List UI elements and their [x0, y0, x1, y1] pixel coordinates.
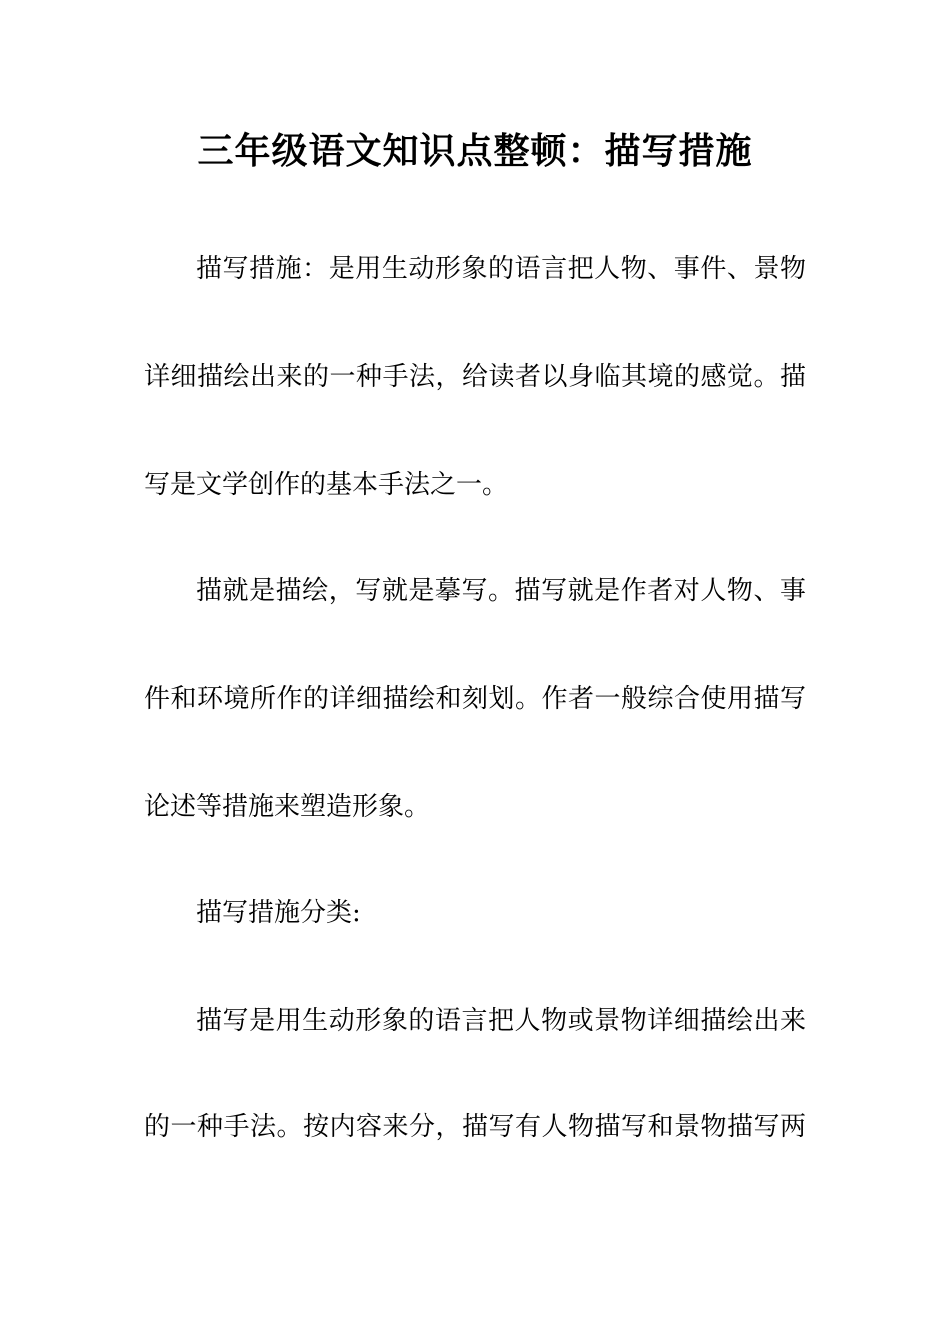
- paragraph-2-line-2: 件和环境所作的详细描绘和刻划。作者一般综合使用描写: [144, 684, 806, 714]
- paragraph-3-line-1: 描写是用生动形象的语言把人物或景物详细描绘出来: [196, 1006, 806, 1036]
- paragraph-3-line-2: 的一种手法。按内容来分，描写有人物描写和景物描写两: [144, 1112, 806, 1142]
- paragraph-1-line-3: 写是文学创作的基本手法之一。: [144, 470, 509, 500]
- paragraph-2-line-3: 论述等措施来塑造形象。: [144, 792, 431, 822]
- section-heading-classification: 描写措施分类:: [196, 898, 361, 928]
- paragraph-1-line-1: 描写措施：是用生动形象的语言把人物、事件、景物: [196, 254, 806, 284]
- document-title: 三年级语文知识点整顿：描写措施: [197, 131, 753, 172]
- paragraph-1-line-2: 详细描绘出来的一种手法，给读者以身临其境的感觉。描: [144, 362, 806, 392]
- paragraph-2-line-1: 描就是描绘，写就是摹写。描写就是作者对人物、事: [196, 576, 806, 606]
